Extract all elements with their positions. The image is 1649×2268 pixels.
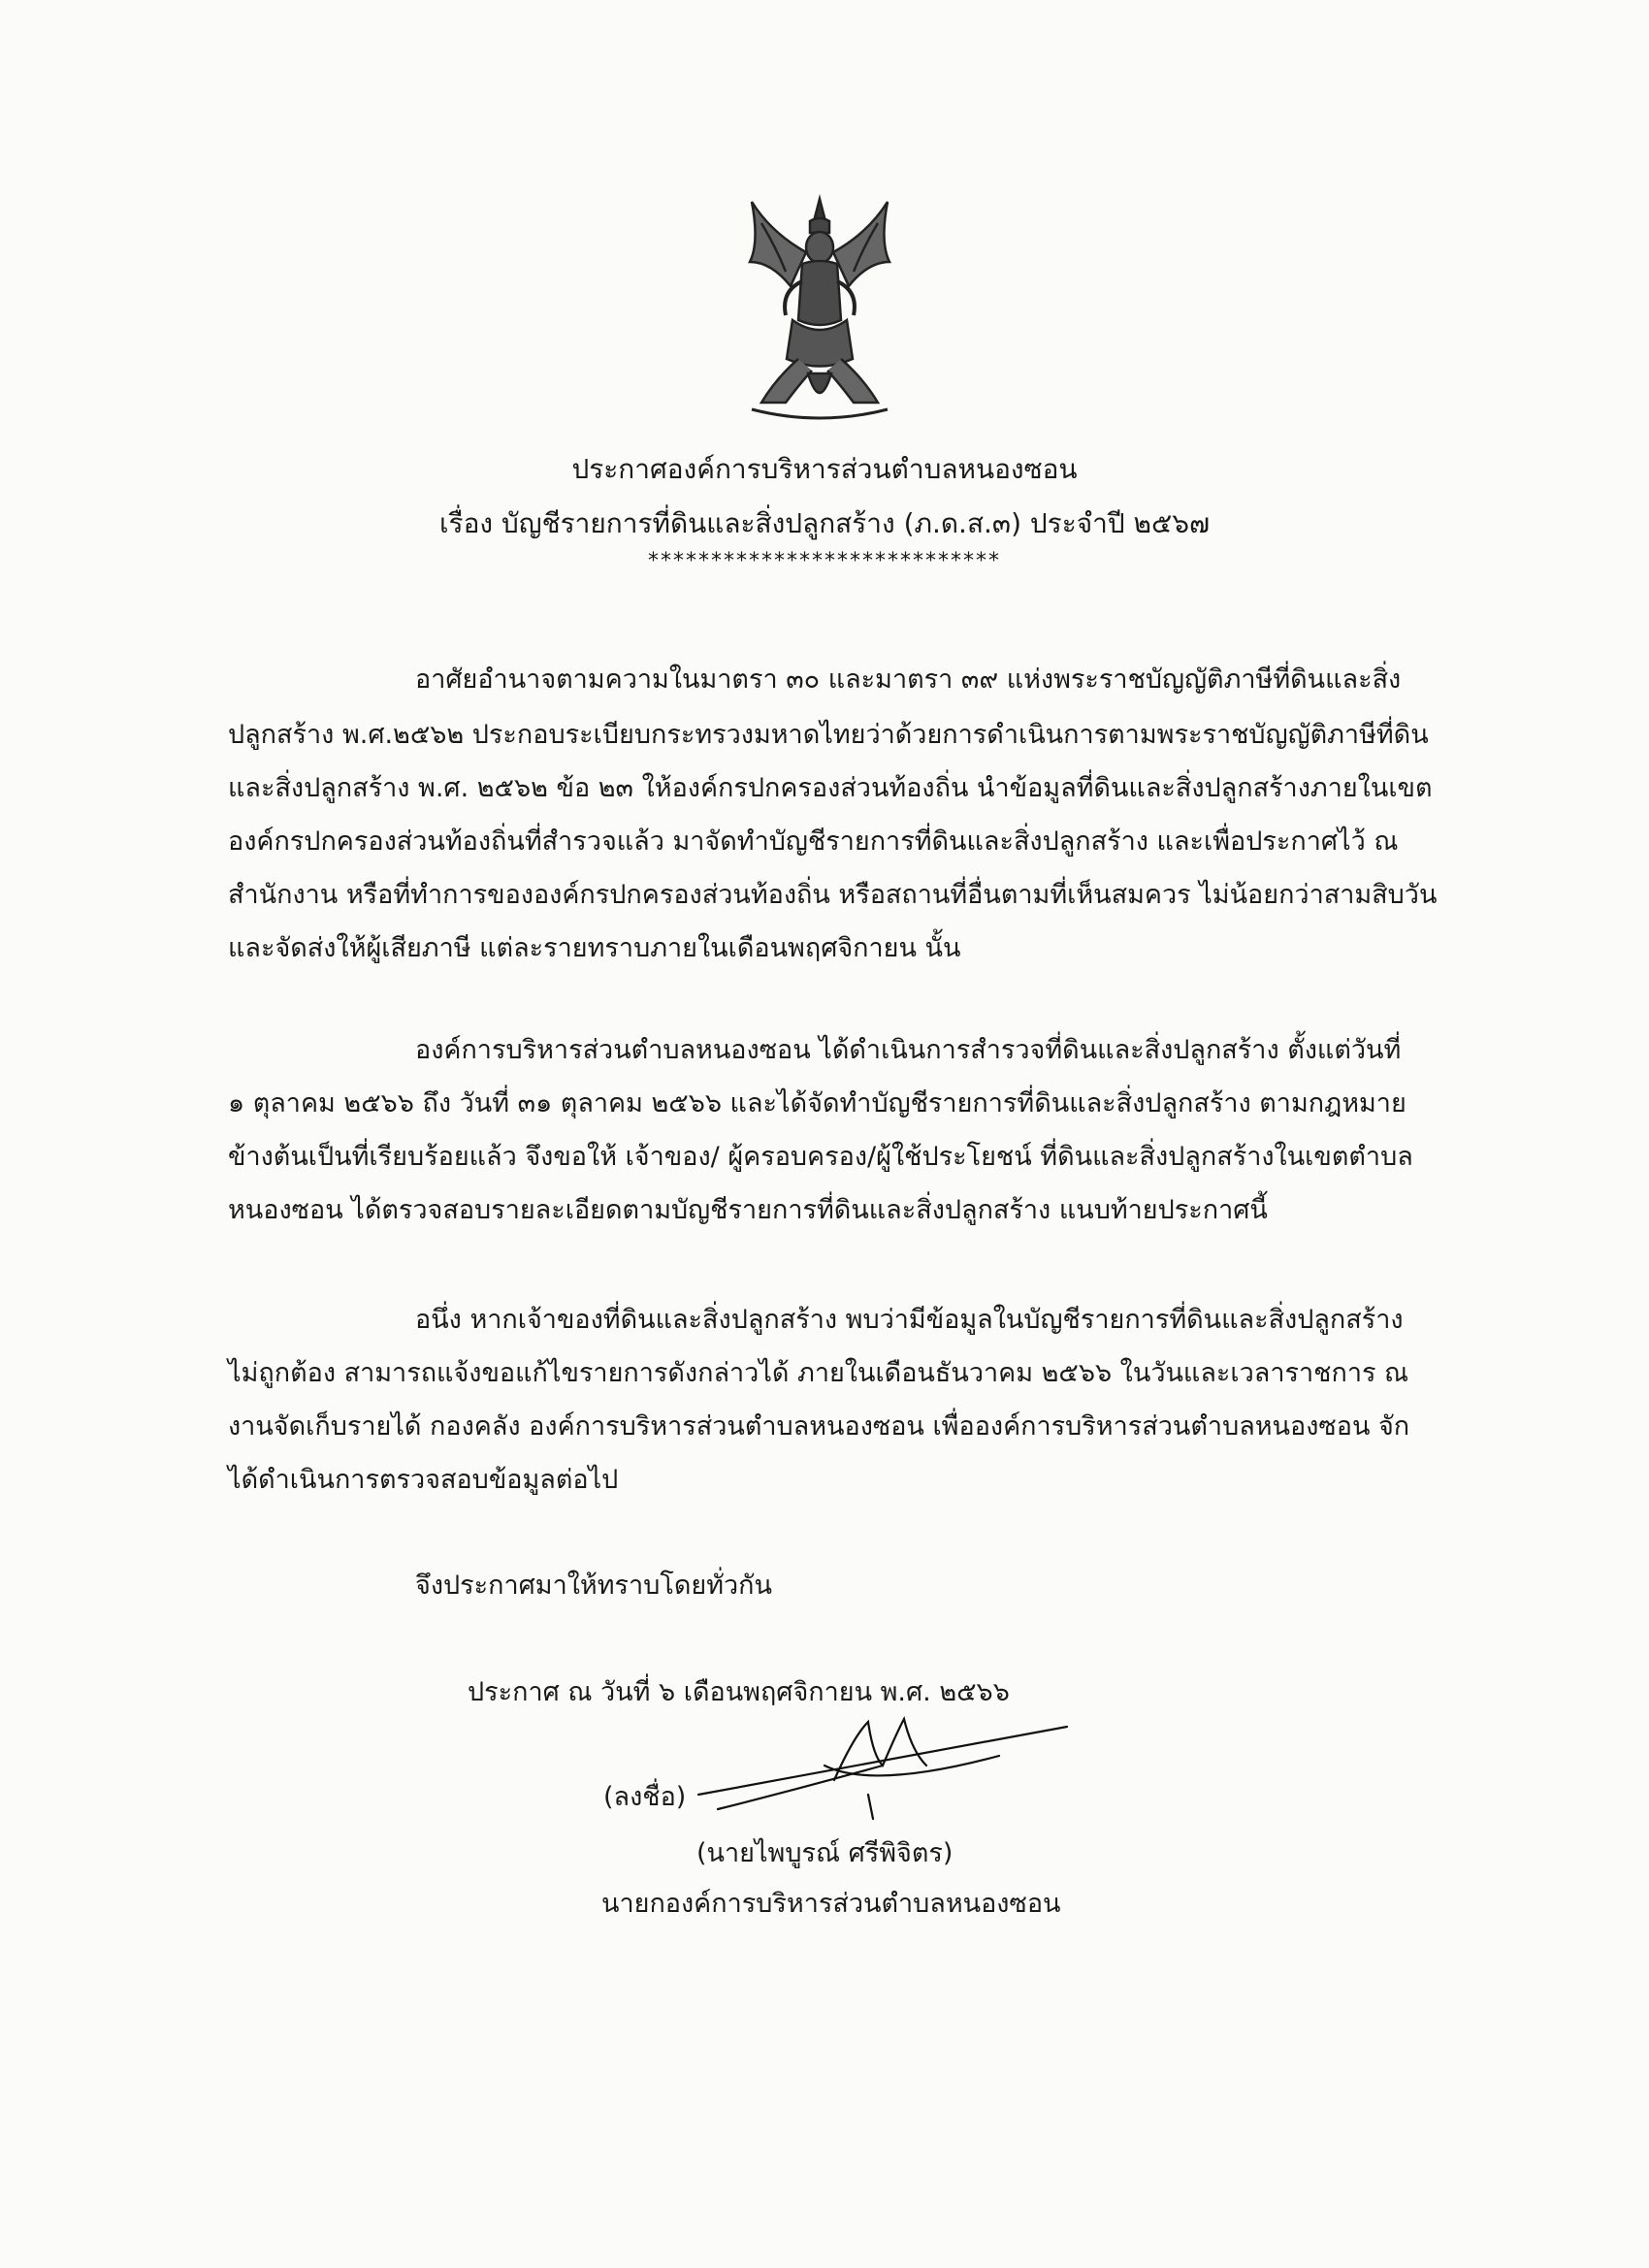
paragraph-2-line: หนองซอน ได้ตรวจสอบรายละเอียดตามบัญชีรายการที่ดินและสิ่งปลูกสร้าง แนบท้ายประกาศนี้ bbox=[228, 1195, 1268, 1225]
handwritten-signature bbox=[679, 1698, 1086, 1824]
closing-statement: จึงประกาศมาให้ทราบโดยทั่วกัน bbox=[415, 1571, 772, 1601]
sign-label: (ลงชื่อ) bbox=[603, 1782, 687, 1812]
separator-stars: **************************** bbox=[648, 549, 1001, 573]
paragraph-1-line: องค์กรปกครองส่วนท้องถิ่นที่สำรวจแล้ว มาจัดทำบัญชีรายการที่ดินและสิ่งปลูกสร้าง และเพื่อประกาศไว้ ณ bbox=[228, 826, 1399, 857]
paragraph-3-line: งานจัดเก็บรายได้ กองคลัง องค์การบริหารส่วนตำบลหนองซอน เพื่อองค์การบริหารส่วนตำบลหนองซอน จัก bbox=[228, 1411, 1410, 1442]
paragraph-1-line: และจัดส่งให้ผู้เสียภาษี แต่ละรายทราบภายในเดือนพฤศจิกายน นั้น bbox=[228, 933, 961, 963]
announcement-subject: เรื่อง บัญชีรายการที่ดินและสิ่งปลูกสร้าง (ภ.ด.ส.๓) ประจำปี ๒๕๖๗ bbox=[438, 507, 1211, 539]
paragraph-2-line: ๑ ตุลาคม ๒๕๖๖ ถึง วันที่ ๓๑ ตุลาคม ๒๕๖๖ และได้จัดทำบัญชีรายการที่ดินและสิ่งปลูกสร้าง ตามกฎหมาย bbox=[228, 1088, 1406, 1118]
paragraph-1-line: ปลูกสร้าง พ.ศ.๒๕๖๒ ประกอบระเบียบกระทรวงมหาดไทยว่าด้วยการดำเนินการตามพระราชบัญญัติภาษีที่ดิน bbox=[228, 720, 1429, 750]
paragraph-1-line: อาศัยอำนาจตามความในมาตรา ๓๐ และมาตรา ๓๙ แห่งพระราชบัญญัติภาษีที่ดินและสิ่ง bbox=[415, 664, 1402, 695]
garuda-emblem bbox=[732, 194, 907, 427]
signer-position: นายกองค์การบริหารส่วนตำบลหนองซอน bbox=[601, 1889, 1061, 1919]
paragraph-1-line: สำนักงาน หรือที่ทำการขององค์กรปกครองส่วนท้องถิ่น หรือสถานที่อื่นตามที่เห็นสมควร ไม่น้อยกว่าสามสิบวัน bbox=[228, 880, 1438, 910]
paragraph-3-line: ไม่ถูกต้อง สามารถแจ้งขอแก้ไขรายการดังกล่าวได้ ภายในเดือนธันวาคม ๒๕๖๖ ในวันและเวลาราชการ ณ bbox=[228, 1358, 1409, 1388]
paragraph-2-line: ข้างต้นเป็นที่เรียบร้อยแล้ว จึงขอให้ เจ้าของ/ ผู้ครอบครอง/ผู้ใช้ประโยชน์ ที่ดินและสิ่งปลูกสร้างในเขตตำบล bbox=[228, 1142, 1413, 1172]
paragraph-2-line: องค์การบริหารส่วนตำบลหนองซอน ได้ดำเนินการสำรวจที่ดินและสิ่งปลูกสร้าง ตั้งแต่วันที่ bbox=[415, 1035, 1402, 1065]
announcement-date: ประกาศ ณ วันที่ ๖ เดือนพฤศจิกายน พ.ศ. ๒๕๖๖ bbox=[468, 1677, 1010, 1707]
signer-name: (นายไพบูรณ์ ศรีพิจิตร) bbox=[696, 1838, 954, 1868]
announcement-title: ประกาศองค์การบริหารส่วนตำบลหนองซอน bbox=[571, 453, 1078, 485]
paragraph-1-line: และสิ่งปลูกสร้าง พ.ศ. ๒๕๖๒ ข้อ ๒๓ ให้องค์กรปกครองส่วนท้องถิ่น นำข้อมูลที่ดินและสิ่งปลูกสร้างภายในเขต bbox=[228, 773, 1433, 803]
paragraph-3-line: ได้ดำเนินการตรวจสอบข้อมูลต่อไป bbox=[228, 1465, 619, 1495]
paragraph-3-line: อนึ่ง หากเจ้าของที่ดินและสิ่งปลูกสร้าง พบว่ามีข้อมูลในบัญชีรายการที่ดินและสิ่งปลูกสร้าง bbox=[415, 1305, 1404, 1335]
